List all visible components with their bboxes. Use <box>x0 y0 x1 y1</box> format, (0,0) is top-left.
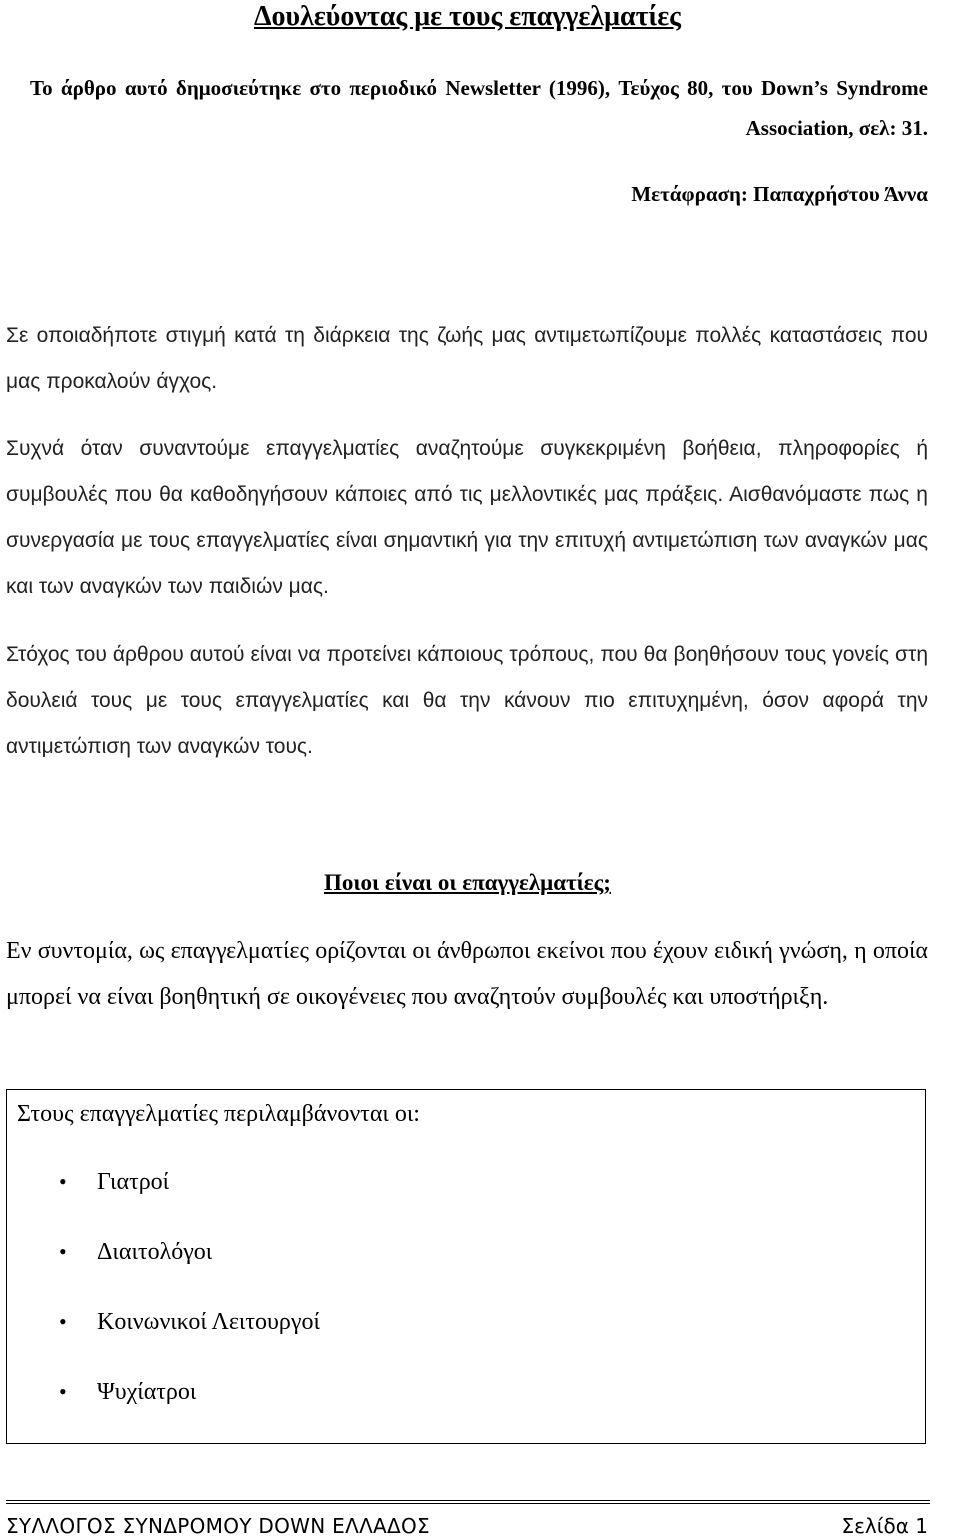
section-heading: Ποιοι είναι οι επαγγελματίες; <box>324 870 611 895</box>
section-paragraph: Εν συντομία, ως επαγγελματίες ορίζονται οι άνθρωποι εκείνοι που έχουν ειδική γνώση, η οποία μπορεί να είναι βοηθητική σε οικογένειες που αναζητούν συμβουλές και υποστήριξη. <box>6 938 928 1010</box>
box-heading: Στους επαγγελματίες περιλαμβάνονται οι: <box>17 1101 420 1127</box>
translator-credit: Μετάφραση: Παπαχρήστου Άννα <box>631 182 928 206</box>
list-item-label: Διαιτολόγοι <box>97 1239 213 1265</box>
list-item-label: Γιατροί <box>97 1169 170 1195</box>
document-title: Δουλεύοντας με τους επαγγελματίες <box>254 1 681 32</box>
bullet-icon: • <box>59 1239 67 1264</box>
bullet-icon: • <box>59 1379 67 1404</box>
list-item-label: Κοινωνικοί Λειτουργοί <box>97 1309 320 1335</box>
list-item-label: Ψυχίατροι <box>97 1379 197 1405</box>
bullet-icon: • <box>59 1309 67 1334</box>
intro-paragraph-3: Στόχος του άρθρου αυτού είναι να προτείνει κάποιους τρόπους, που θα βοηθήσουν τους γονείς στη δουλειά τους με τους επαγγελματίες και θα την κάνουν πιο επιτυχημένη, όσον αφορά την αντιμετώπιση των αναγκών τους. <box>6 643 928 758</box>
footer-divider <box>6 1500 930 1504</box>
footer-organization: ΣΥΛΛΟΓΟΣ ΣΥΝΔΡΟΜΟΥ DOWN ΕΛΛΑΔΟΣ <box>6 1514 430 1538</box>
intro-paragraph-1: Σε οποιαδήποτε στιγμή κατά τη διάρκεια της ζωής μας αντιμετωπίζουμε πολλές καταστάσεις που μας προκαλούν άγχος. <box>6 324 928 393</box>
professionals-box <box>6 1089 926 1444</box>
bullet-icon: • <box>59 1169 67 1194</box>
footer-page-number: Σελίδα 1 <box>841 1514 928 1538</box>
publication-note: Το άρθρο αυτό δημοσιεύτηκε στο περιοδικό Newsletter (1996), Τεύχος 80, του Down’s Syndrome Association, σελ: 31. <box>30 76 928 140</box>
intro-paragraph-2: Συχνά όταν συναντούμε επαγγελματίες αναζητούμε συγκεκριμένη βοήθεια, πληροφορίες ή συμβουλές που θα καθοδηγήσουν κάποιες από τις μελλοντικές μας πράξεις. Αισθανόμαστε πως η συνεργασία με τους επαγγελματίες είναι σημαντική για την επιτυχή αντιμετώπιση των αναγκών μας και των αναγκών των παιδιών μας. <box>6 437 928 598</box>
